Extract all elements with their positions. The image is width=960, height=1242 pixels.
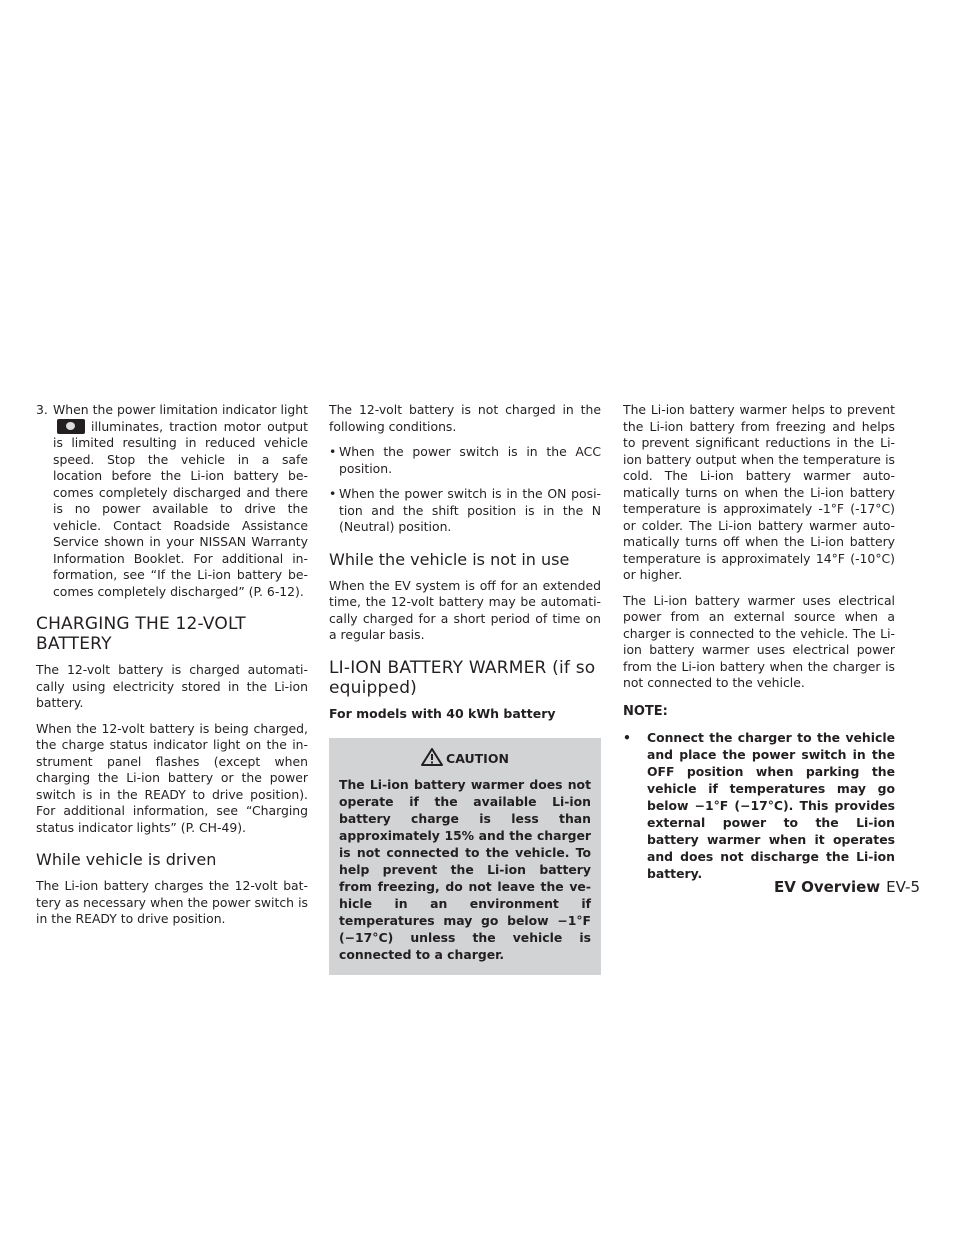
caution-header <box>339 748 591 766</box>
caution-label: CAUTION <box>446 750 509 766</box>
item3-text-a: When the power limitation indicator light <box>53 402 308 417</box>
column-2 <box>329 402 601 989</box>
paragraph: The Li-ion battery charges the 12-volt battery as necessary when the power switch is in the READY to drive position. <box>36 878 308 926</box>
paragraph: When the 12-volt battery is being charged, the charge status indicator light on the instrument panel flashes (except when charging the Li-ion battery or the power switch is in the READY to drive position). For additional information, see “Charging status indicator lights” (P. CH-49). <box>36 720 308 835</box>
power-limitation-indicator-icon <box>57 419 85 434</box>
list-item <box>329 486 601 536</box>
bullet-dot: • <box>329 444 337 459</box>
column-1 <box>36 402 308 937</box>
heading-charging-12v: CHARGING THE 12-VOLT BATTERY <box>36 614 246 654</box>
heading-battery-warmer: LI-ION BATTERY WARMER (if so equipped) <box>329 657 596 698</box>
subheading-40kwh: For models with 40 kWh battery <box>329 705 556 721</box>
paragraph: The 12-volt battery is charged automatically using electricity stored in the Li-ion battery. <box>36 662 308 710</box>
bullet-dot: • <box>623 729 631 745</box>
caution-text: The Li-ion battery warmer does not operate if the available Li-ion battery charge is less than approximately 15% and the charger is not connected to the vehicle. To help prevent the Li-ion battery from freezing, do not leave the vehicle in an environment if temperatures may go below −1°F (−17°C) unless the vehicle is connected to a charger. <box>339 776 591 962</box>
item-number: 3. <box>36 402 48 417</box>
bullet-text: When the power switch is in the ON position and the shift position is in the N (Neutral) position. <box>339 486 601 534</box>
page-footer <box>740 878 920 896</box>
numbered-item-3 <box>36 402 308 600</box>
paragraph: When the EV system is off for an extended time, the 12-volt battery may be automatically charged for a short period of time on a regular basis. <box>329 577 601 642</box>
section-name: EV Overview <box>774 878 881 896</box>
bullet-text: When the power switch is in the ACC position. <box>339 444 601 476</box>
column-3 <box>623 402 895 882</box>
warning-triangle-icon <box>421 748 443 766</box>
bullet-dot: • <box>329 486 337 501</box>
heading-while-driven: While vehicle is driven <box>36 850 217 869</box>
note-label: NOTE: <box>623 703 668 719</box>
item3-text-b: illuminates, traction motor output is limited resulting in reduced vehicle speed. Stop the vehicle in a safe location before the Li-ion battery becomes completely discharged and there is no power available to drive the vehicle. Contact Roadside Assistance Service shown in your NISSAN Warranty Information Booklet. For additional information, see “If the Li-ion battery becomes completely discharged” (P. 6-12). <box>53 418 308 599</box>
caution-box <box>329 738 601 975</box>
list-item <box>329 444 601 477</box>
paragraph: The Li-ion battery warmer uses electrical power from an external source when a charger is connected to the vehicle. The Li-ion battery warmer uses electrical power from the Li-ion battery when the charger is not connected to the vehicle. <box>623 592 895 690</box>
paragraph: The 12-volt battery is not charged in the following conditions. <box>329 402 601 434</box>
heading-not-in-use: While the vehicle is not in use <box>329 549 570 569</box>
page-number: EV-5 <box>886 878 920 896</box>
note-text: Connect the charger to the vehicle and place the power switch in the OFF position when parking the vehicle if temperatures may go below −1°F (−17°C). This provides external power to the Li-ion battery warmer when it operates and does not discharge the Li-ion battery. <box>647 729 895 881</box>
paragraph: The Li-ion battery warmer helps to prevent the Li-ion battery from freezing and helps to prevent significant reductions in the Li-ion battery output when the temperature is cold. The Li-ion battery warmer automatically turns on when the Li-ion battery temperature is approximately -1°F (-17°C) or colder. The Li-ion battery warmer automatically turns off when the Li-ion battery temperature is approximately 14°F (-10°C) or higher. <box>623 402 895 582</box>
note-item <box>623 729 895 882</box>
